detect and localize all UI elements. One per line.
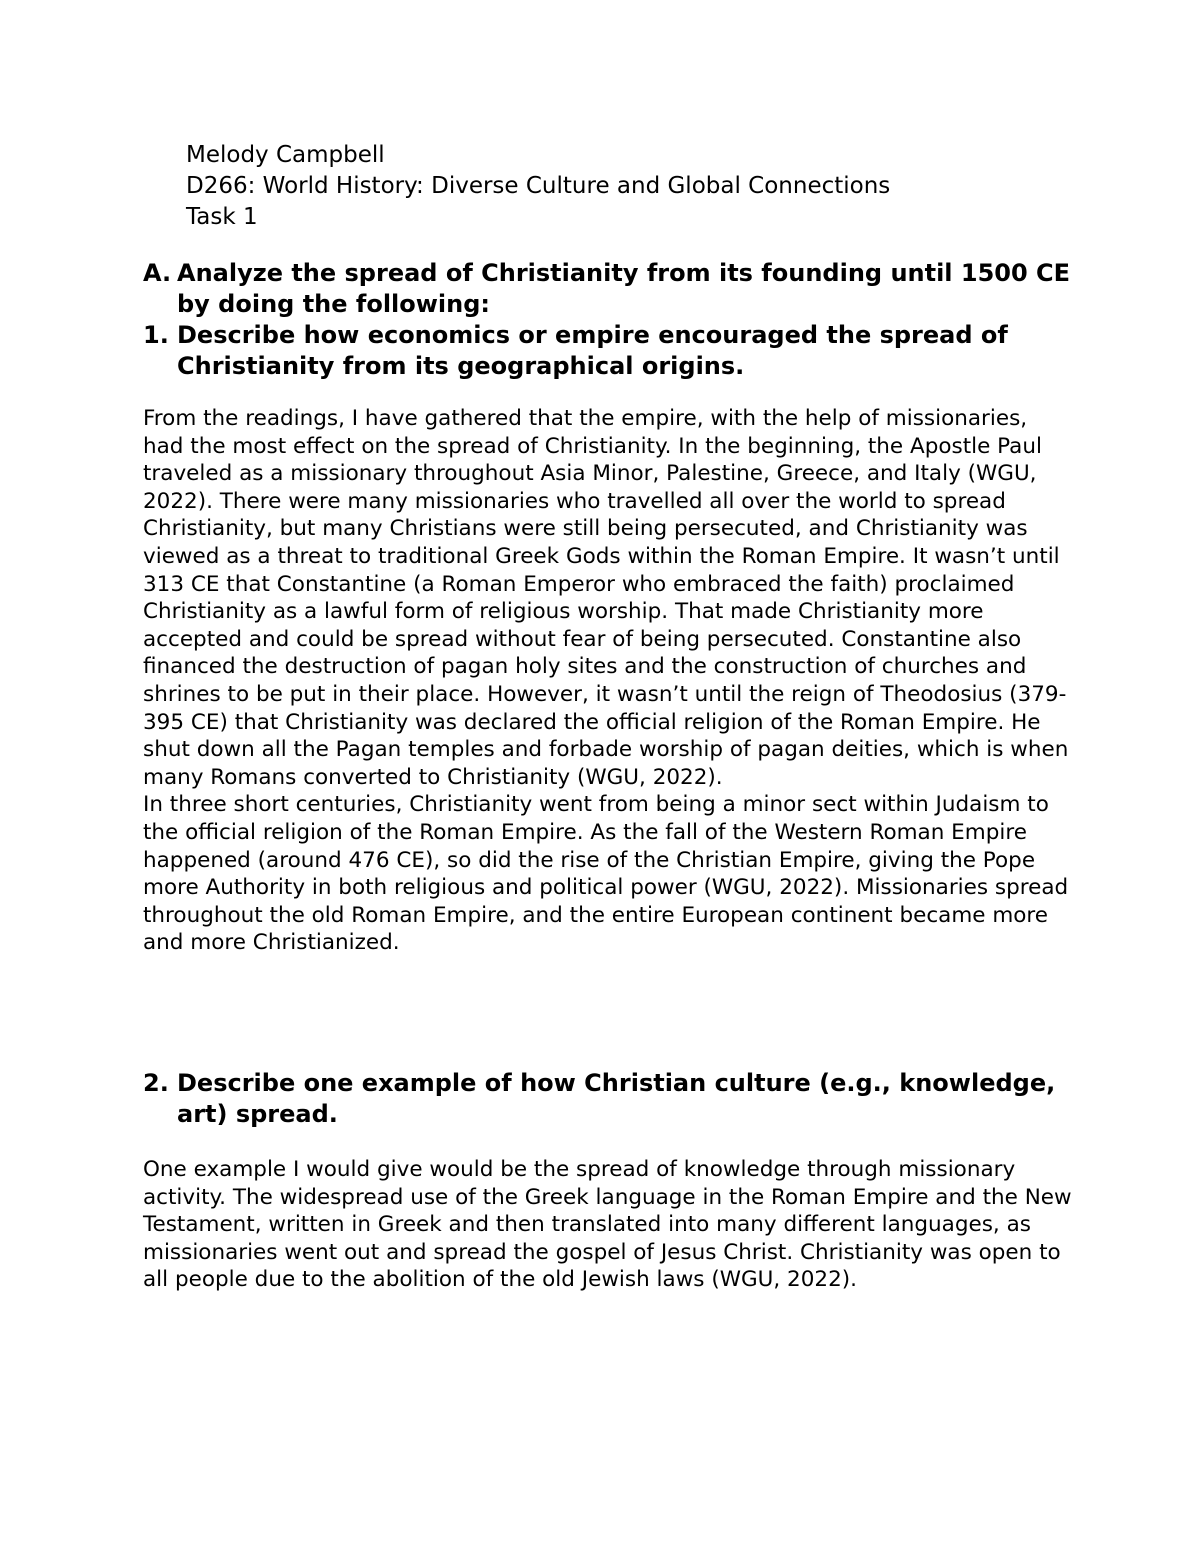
answer-1-paragraph-2: In three short centuries, Christianity went from being a minor sect within Judaism to the official religion of the Roman Empire. As the fall of the Western Roman Empire happened (around 476 CE), so did the rise of the Christian Empire, giving the Pope more Authority in both religious and political power (WGU, 2022). Missionaries spread throughout the old Roman Empire, and the entire European continent became more and more Christianized. — [143, 792, 1069, 956]
section-a-heading — [143, 258, 1073, 382]
question-2-marker: 2. — [143, 1069, 169, 1097]
section-a-marker: A. — [143, 259, 172, 287]
answer-2 — [143, 1156, 1073, 1294]
question-1-text: Describe how economics or empire encouraged the spread of Christianity from its geographical origins. — [177, 321, 1008, 380]
section-a-text: Analyze the spread of Christianity from its founding until 1500 CE by doing the following: — [177, 259, 1071, 318]
question-2-heading — [143, 1068, 1073, 1130]
question-2-item — [143, 1068, 1073, 1130]
answer-1-paragraph-1: From the readings, I have gathered that the empire, with the help of missionaries, had the most effect on the spread of Christianity. In the beginning, the Apostle Paul traveled as a missionary throughout Asia Minor, Palestine, Greece, and Italy (WGU, 2022). There were many missionaries who travelled all over the world to spread Christianity, but many Christians were still being persecuted, and Christianity was viewed as a threat to traditional Greek Gods within the Roman Empire. It wasn’t until 313 CE that Constantine (a Roman Emperor who embraced the faith) proclaimed Christianity as a lawful form of religious worship. That made Christianity more accepted and could be spread without fear of being persecuted. Constantine also financed the destruction of pagan holy sites and the construction of churches and shrines to be put in their place. However, it wasn’t until the reign of Theodosius (379-395 CE) that Christianity was declared the official religion of the Roman Empire. He shut down all the Pagan temples and forbade worship of pagan deities, which is when many Romans converted to Christianity (WGU, 2022). — [143, 406, 1069, 790]
section-a-item — [143, 258, 1073, 320]
question-1-item — [143, 320, 1073, 382]
course-title: D266: World History: Diverse Culture and Global Connections — [186, 173, 891, 199]
question-2-text: Describe one example of how Christian culture (e.g., knowledge, art) spread. — [177, 1069, 1056, 1128]
question-1-marker: 1. — [143, 321, 169, 349]
author-name: Melody Campbell — [186, 142, 385, 168]
task-label: Task 1 — [186, 204, 258, 230]
document-header — [186, 140, 890, 233]
answer-1 — [143, 405, 1073, 957]
answer-2-paragraph-1: One example I would give would be the spread of knowledge through missionary activity. The widespread use of the Greek language in the Roman Empire and the New Testament, written in Greek and then translated into many different languages, as missionaries went out and spread the gospel of Jesus Christ. Christianity was open to all people due to the abolition of the old Jewish laws (WGU, 2022). — [143, 1157, 1072, 1293]
